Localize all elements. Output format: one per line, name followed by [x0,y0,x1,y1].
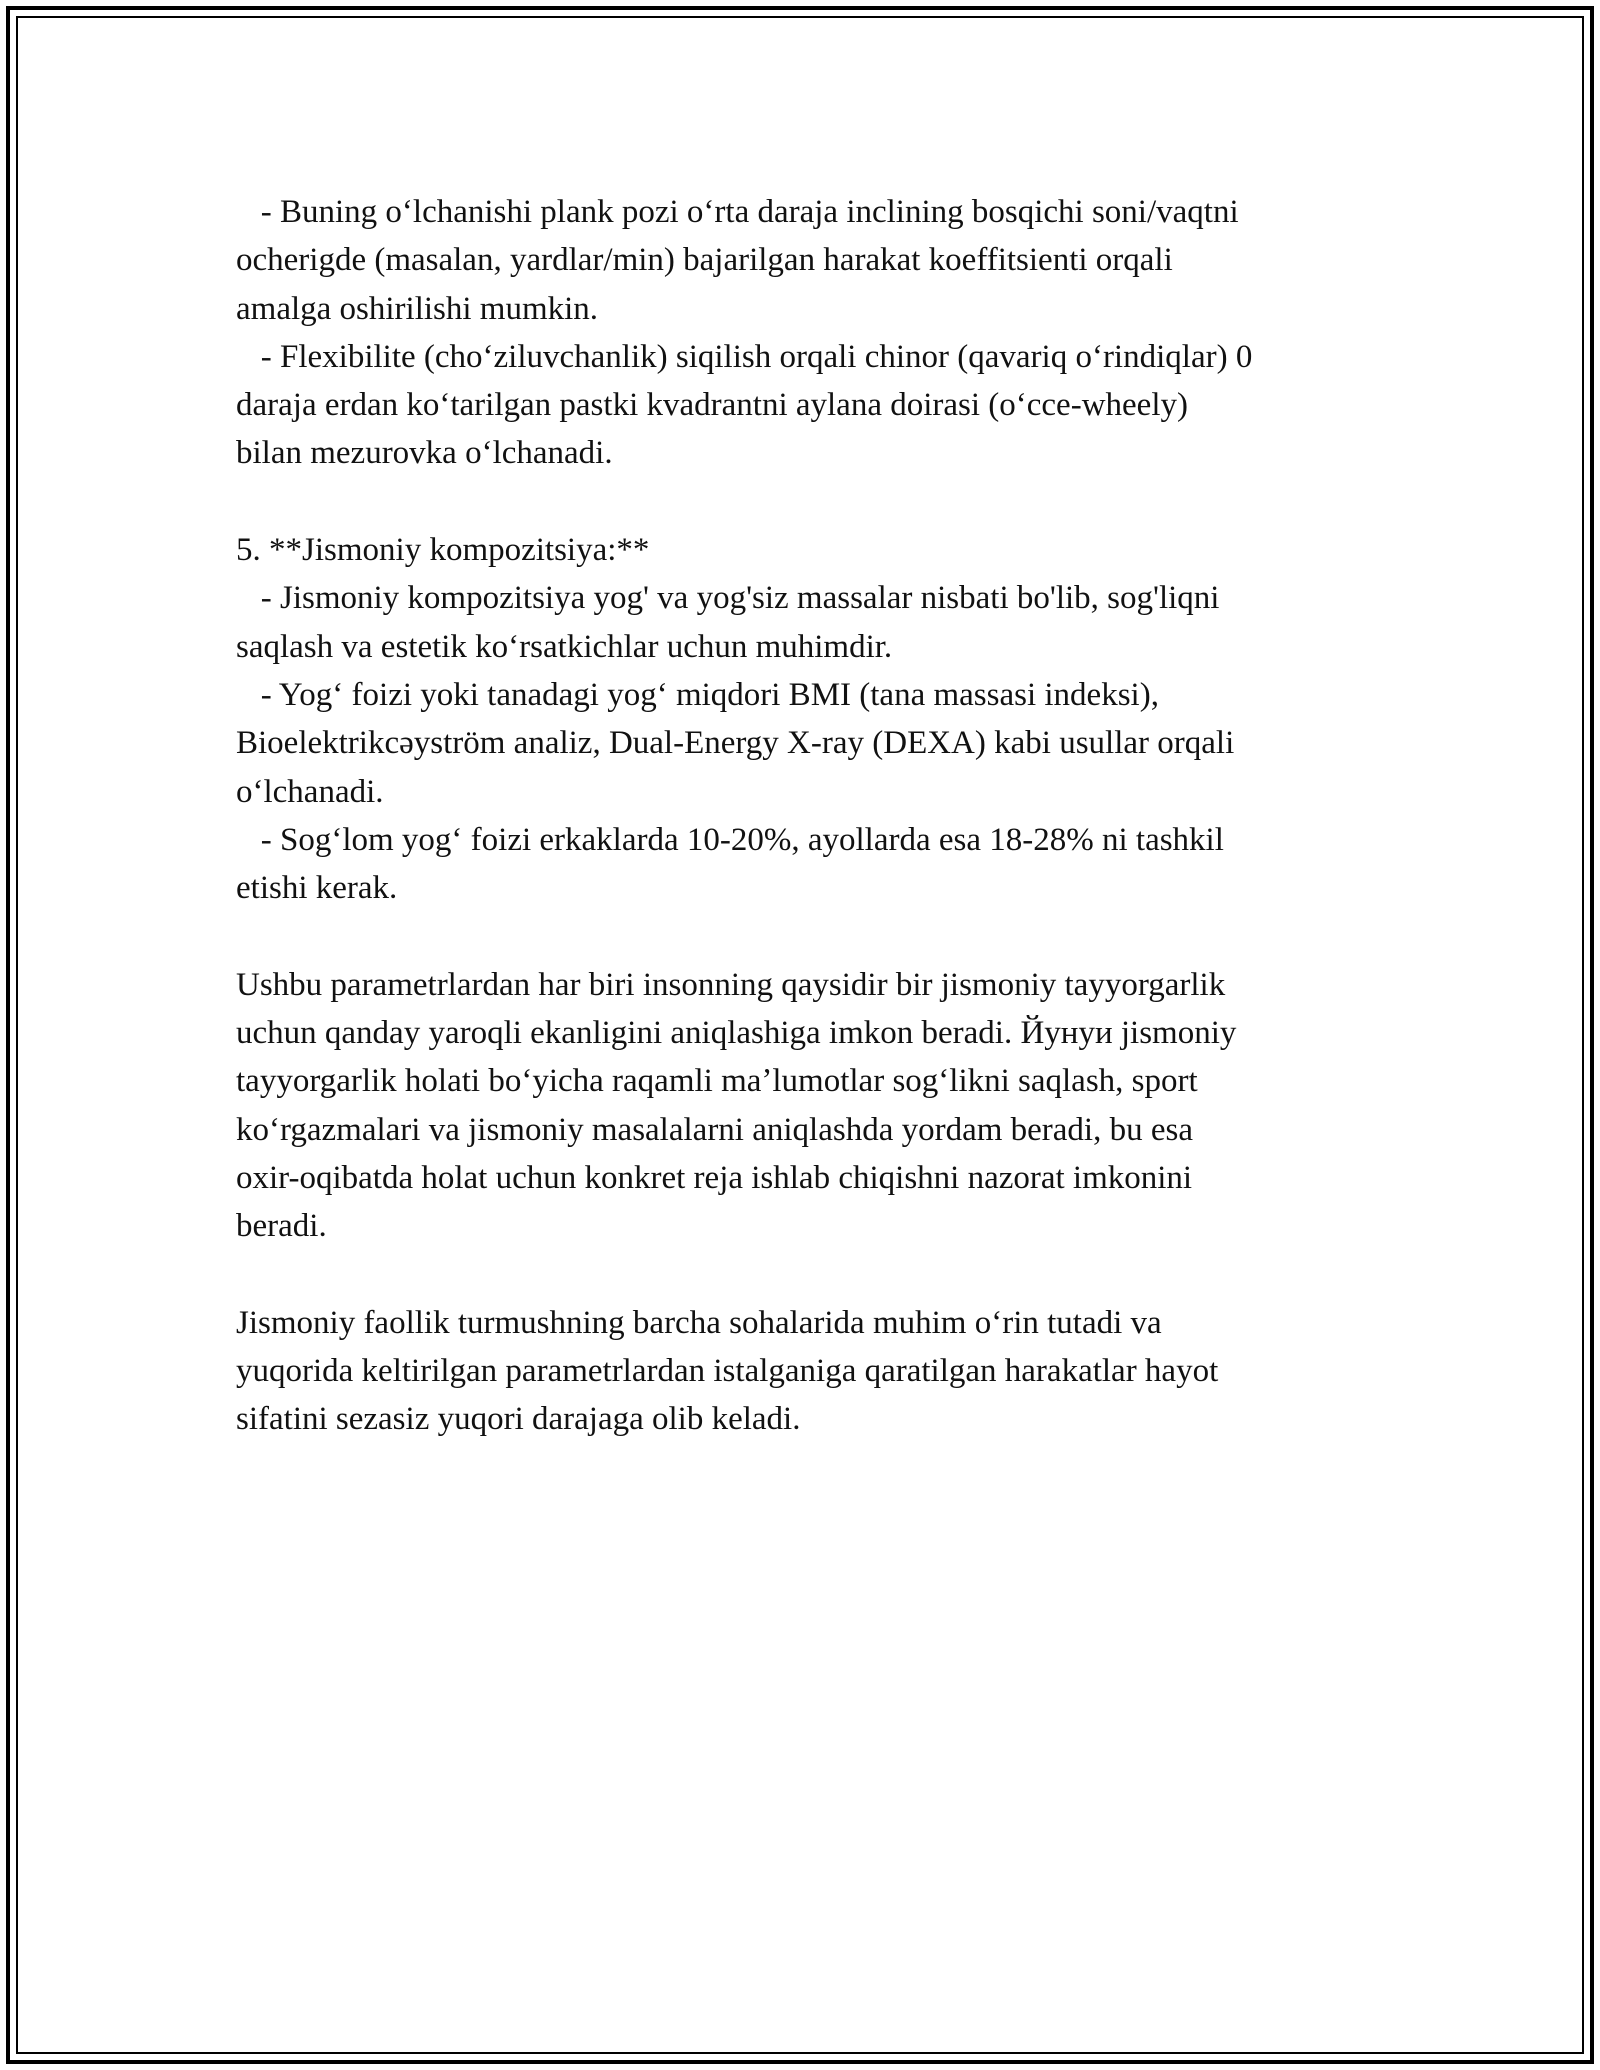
paragraph-gap [236,1251,1386,1299]
text-line: - Flexibilite (choʻziluvchanlik) siqilish orqali chinor (qavariq oʻrindiqlar) 0 [236,338,1253,375]
text-line: - Sogʻlom yogʻ foizi erkaklarda 10-20%, ayollarda esa 18-28% ni tashkil [236,821,1224,858]
text-line: - Yogʻ foizi yoki tanadagi yogʻ miqdori BMI (tana massasi indeksi), [236,676,1159,713]
text-line: - Buning oʻlchanishi plank pozi oʻrta daraja inclining bosqichi soni/vaqtni [236,194,1239,230]
text-line: koʻrgazmalari va jismoniy masalalarni aniqlashda yordam beradi, bu esa [236,1111,1193,1148]
text-line: yuqorida keltirilgan parametrlardan istalganiga qaratilgan harakatlar hayot [236,1353,1219,1390]
text-line: bilan mezurovka oʻlchanadi. [236,435,613,472]
paragraph-gap [236,478,1386,526]
text-line: beradi. [236,1208,327,1245]
text-line: daraja erdan koʻtarilgan pastki kvadrantni aylana doirasi (oʻcce-wheely) [236,387,1188,424]
text-line: oʻlchanadi. [236,773,384,810]
text-line: saqlash va estetik koʻrsatkichlar uchun muhimdir. [236,628,893,665]
text-line: Bioelektrikcəyström analiz, Dual-Energy X-ray (DEXA) kabi usullar orqali [236,725,1235,762]
document-body [236,188,1386,1444]
text-line: amalga oshirilishi mumkin. [236,290,599,327]
text-line: Jismoniy faollik turmushning barcha sohalarida muhim oʻrin tutadi va [236,1304,1162,1341]
text-line: Ushbu parametrlardan har biri insonning qaysidir bir jismoniy tayyorgarlik [236,966,1226,1003]
text-line: - Jismoniy kompozitsiya yog' va yog'siz massalar nisbati bo'lib, sog'liqni [236,580,1220,617]
paragraph-body-composition [236,526,1386,912]
text-line: oxir-oqibatda holat uchun konkret reja ishlab chiqishni nazorat imkonini [236,1159,1193,1196]
paragraph-summary [236,961,1386,1251]
paragraph-gap [236,912,1386,960]
paragraph-conclusion [236,1299,1386,1444]
paragraph-measurement [236,188,1386,478]
text-line: tayyorgarlik holati boʻyicha raqamli maʼlumotlar sogʻlikni saqlash, sport [236,1063,1198,1100]
text-line: sifatini sezasiz yuqori darajaga olib keladi. [236,1401,801,1438]
text-line: etishi kerak. [236,870,398,907]
text-line: ocherigde (masalan, yardlar/min) bajarilgan harakat koeffitsienti orqali [236,242,1173,279]
section-heading: 5. **Jismoniy kompozitsiya:** [236,532,650,569]
text-line: uchun qanday yaroqli ekanligini aniqlashiga imkon beradi. Йунуи jismoniy [236,1015,1237,1052]
